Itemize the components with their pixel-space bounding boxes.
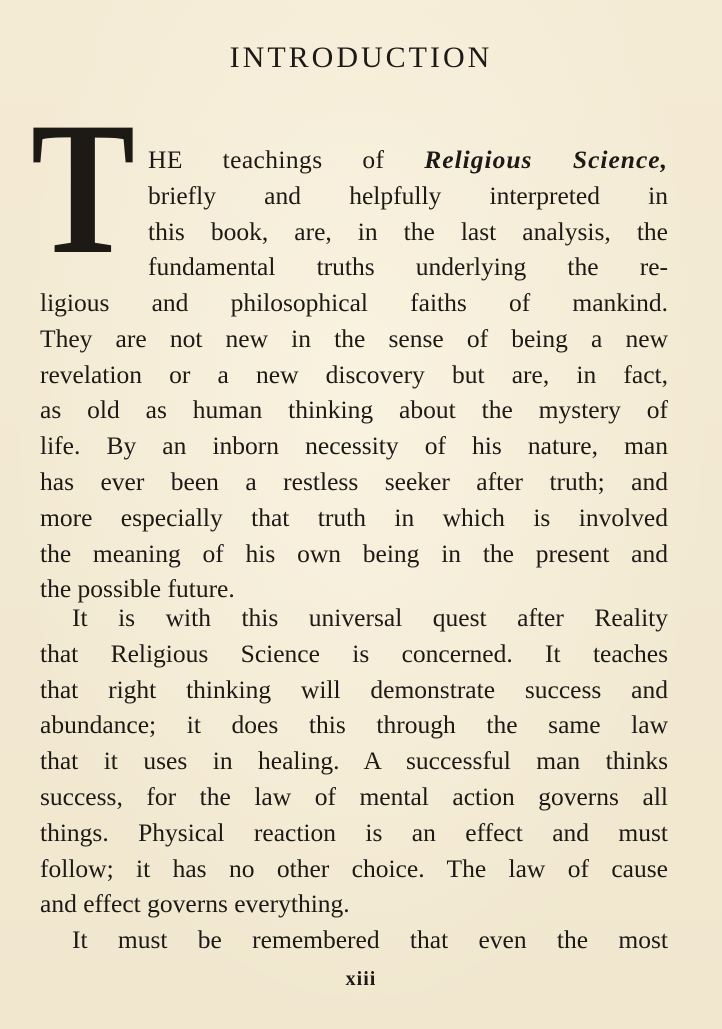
text-line — [148, 178, 668, 214]
text-line: things. Physical reaction is an effect and must — [40, 817, 668, 847]
text-line: life. By an inborn necessity of his nature, man — [40, 431, 668, 461]
text-line: revelation or a new discovery but are, in fact, — [40, 359, 668, 389]
text-line — [148, 214, 668, 250]
text-run: this book, are, in the last analysis, the — [148, 216, 668, 246]
text-line: the possible future. — [40, 574, 235, 604]
text-line: It is with this universal quest after Reality — [72, 603, 668, 632]
text-line — [148, 142, 668, 178]
text-line — [148, 249, 668, 285]
text-line: more especially that truth in which is involved — [40, 502, 668, 532]
text-line: success, for the law of mental action governs all — [40, 781, 668, 811]
page-number: xiii — [345, 968, 377, 990]
text-line: that Religious Science is concerned. It teaches — [40, 638, 668, 668]
text-line: ligious and philosophical faiths of mankind. — [40, 288, 668, 317]
text-line: as old as human thinking about the mystery of — [40, 395, 668, 425]
paragraph-1 — [40, 285, 668, 607]
drop-cap-glyph: T — [31, 84, 135, 294]
text-line: the meaning of his own being in the present and — [40, 538, 668, 568]
text-run: fundamental truths underlying the re- — [148, 252, 668, 282]
drop-cap-letter — [28, 84, 138, 294]
emphasized-text: Religious Science, — [424, 145, 668, 174]
paragraph-2 — [40, 600, 668, 922]
text-line: follow; it has no other choice. The law of cause — [40, 853, 668, 883]
drop-cap-paragraph-lines — [148, 142, 668, 285]
text-line: They are not new in the sense of being a new — [40, 323, 668, 353]
text-line: It must be remembered that even the most — [72, 925, 668, 954]
text-run: HE teachings of — [148, 145, 425, 174]
paragraph-3 — [40, 922, 668, 958]
text-line: and effect governs everything. — [40, 889, 350, 919]
text-run: briefly and helpfully interpreted in — [148, 180, 668, 210]
text-line: abundance; it does this through the same law — [40, 710, 668, 740]
chapter-title: INTRODUCTION — [229, 41, 493, 74]
text-line: has ever been a restless seeker after truth; and — [40, 466, 668, 496]
text-line: that right thinking will demonstrate success and — [40, 674, 668, 704]
text-line: that it uses in healing. A successful man thinks — [40, 746, 668, 776]
